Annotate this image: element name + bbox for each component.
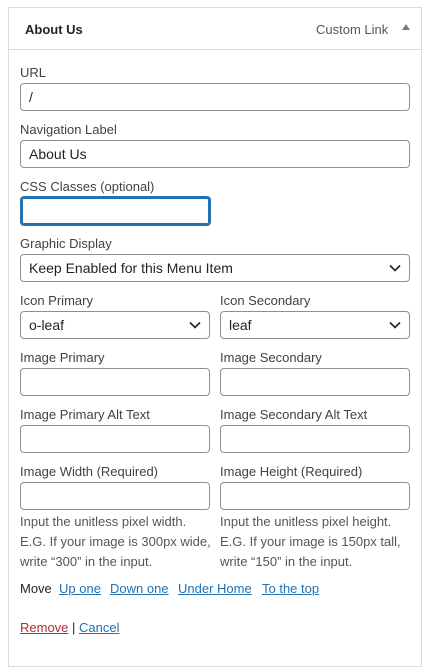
move-down-one-link[interactable]: Down one bbox=[110, 581, 169, 596]
chevron-down-icon bbox=[389, 319, 401, 331]
image-secondary-alt-input[interactable] bbox=[220, 425, 410, 453]
move-to-top-link[interactable]: To the top bbox=[262, 581, 320, 596]
image-secondary-input[interactable] bbox=[220, 368, 410, 396]
graphic-display-value: Keep Enabled for this Menu Item bbox=[29, 260, 233, 276]
icon-secondary-label: Icon Secondary bbox=[220, 293, 311, 308]
image-primary-input[interactable] bbox=[20, 368, 210, 396]
url-label: URL bbox=[20, 65, 47, 80]
image-width-input[interactable] bbox=[20, 482, 210, 510]
chevron-down-icon bbox=[189, 319, 201, 331]
remove-link[interactable]: Remove bbox=[20, 620, 69, 635]
move-label: Move bbox=[20, 581, 52, 596]
icon-primary-select[interactable] bbox=[20, 311, 210, 339]
image-primary-alt-label: Image Primary Alt Text bbox=[20, 407, 150, 422]
menu-item-header[interactable] bbox=[9, 8, 421, 50]
icon-primary-label: Icon Primary bbox=[20, 293, 93, 308]
chevron-down-icon bbox=[389, 262, 401, 274]
image-width-help: Input the unitless pixel width. E.G. If your image is 300px wide, write “300” in the input. bbox=[20, 514, 211, 569]
menu-item-title: About Us bbox=[25, 22, 83, 37]
navigation-label-label: Navigation Label bbox=[20, 122, 117, 137]
move-under-home-link[interactable]: Under Home bbox=[178, 581, 252, 596]
image-secondary-label: Image Secondary bbox=[220, 350, 322, 365]
menu-item-type: Custom Link bbox=[316, 22, 389, 37]
css-classes-label: CSS Classes (optional) bbox=[20, 179, 155, 194]
url-input[interactable]: / bbox=[20, 83, 410, 111]
image-secondary-alt-label: Image Secondary Alt Text bbox=[220, 407, 368, 422]
css-classes-input[interactable] bbox=[20, 196, 211, 226]
image-primary-label: Image Primary bbox=[20, 350, 105, 365]
icon-primary-value: o-leaf bbox=[29, 317, 65, 333]
graphic-display-select[interactable] bbox=[20, 254, 410, 282]
triangle-up-icon[interactable] bbox=[402, 24, 410, 30]
action-separator: | bbox=[72, 620, 76, 635]
image-height-label: Image Height (Required) bbox=[220, 464, 363, 479]
image-primary-alt-input[interactable] bbox=[20, 425, 210, 453]
image-height-input[interactable] bbox=[220, 482, 410, 510]
cancel-link[interactable]: Cancel bbox=[79, 620, 120, 635]
icon-secondary-value: leaf bbox=[229, 317, 252, 333]
icon-secondary-select[interactable] bbox=[220, 311, 410, 339]
image-height-help: Input the unitless pixel height. E.G. If your image is 150px tall, write “150” in the input. bbox=[220, 514, 401, 569]
graphic-display-label: Graphic Display bbox=[20, 236, 112, 251]
navigation-label-input[interactable]: About Us bbox=[20, 140, 410, 168]
move-up-one-link[interactable]: Up one bbox=[59, 581, 101, 596]
image-width-label: Image Width (Required) bbox=[20, 464, 158, 479]
